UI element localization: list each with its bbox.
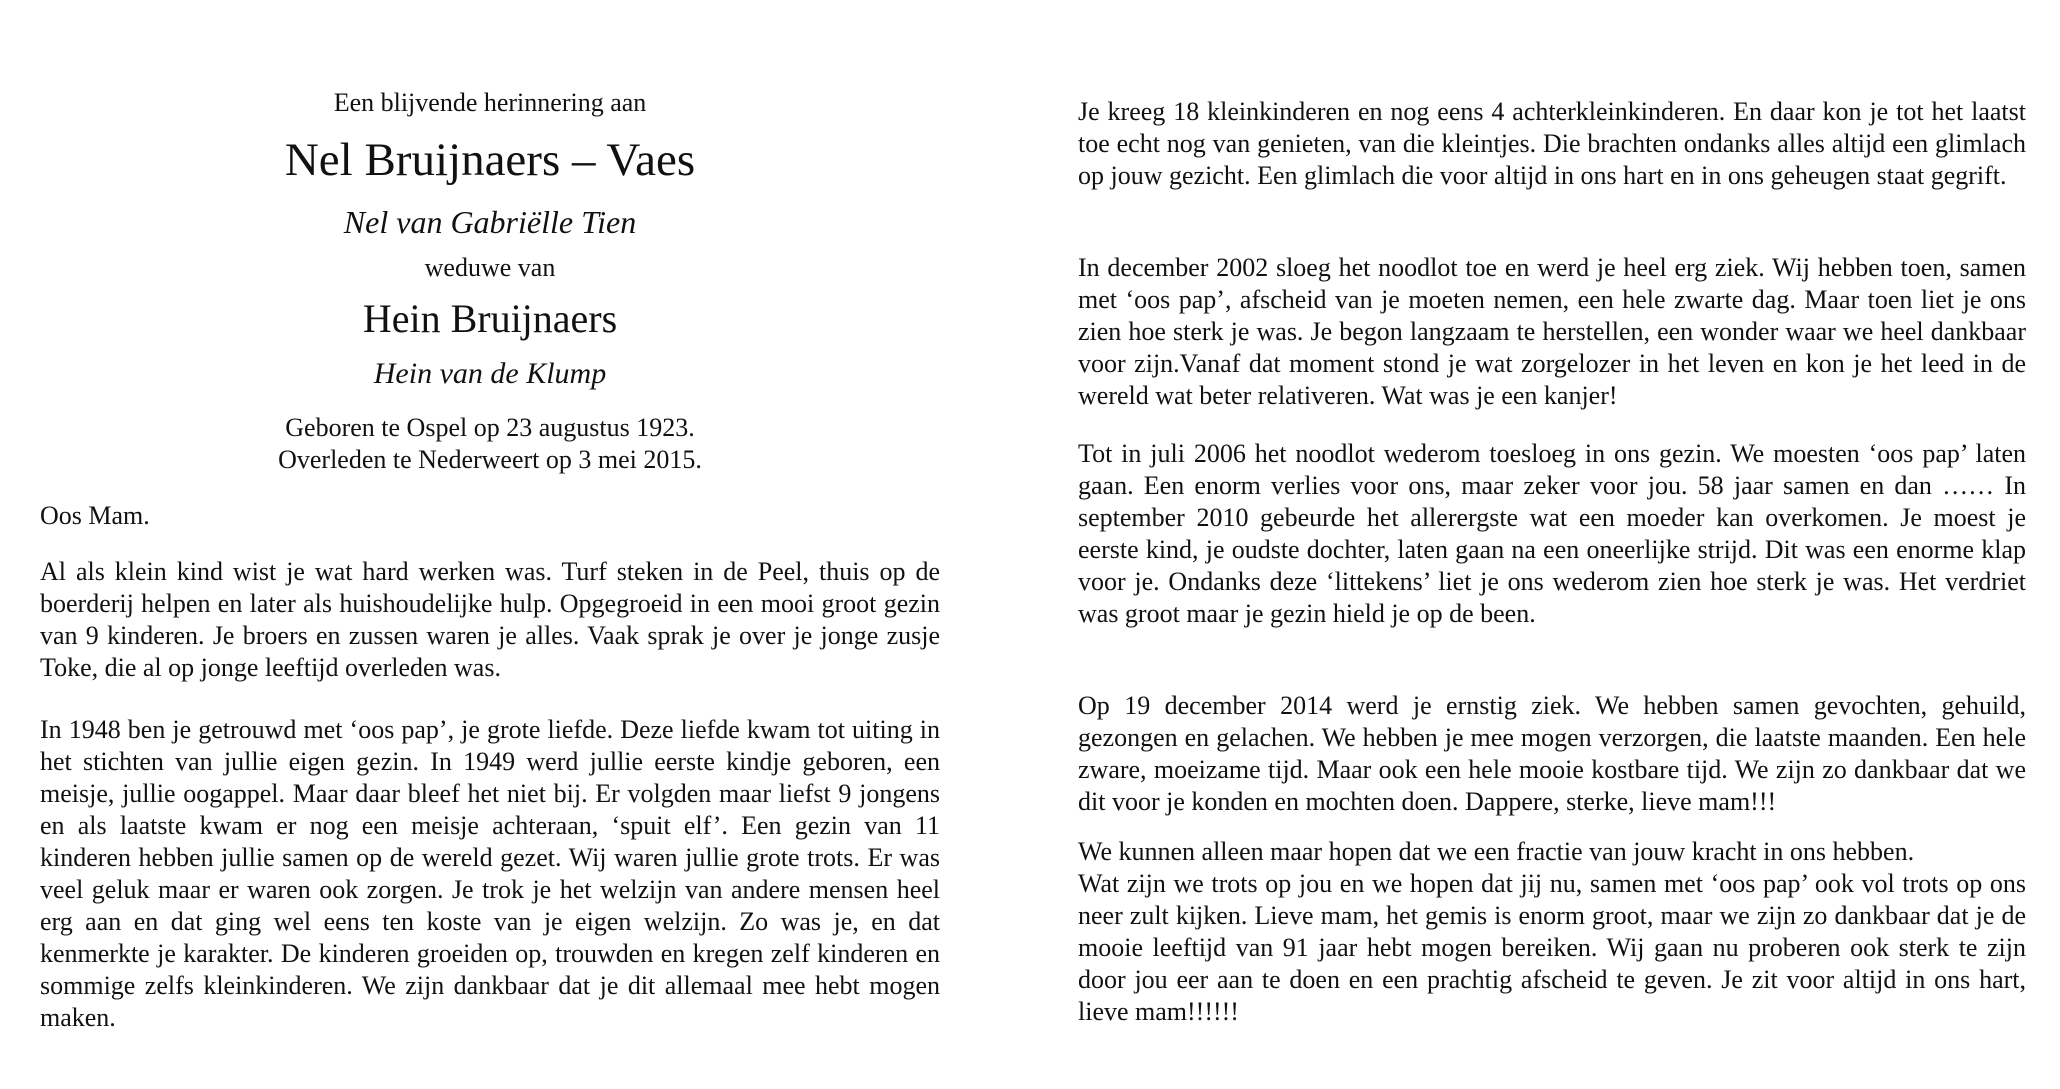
left-paragraph: In 1948 ben je getrouwd met ‘oos pap’, je grote liefde. Deze liefde kwam tot uiting in het stichten van jullie eigen gezin. In 1949 werd jullie eerste kindje geboren, een meisje, jullie oogappel. Maar daar bleef het niet bij. Er volgden maar liefst 9 jongens en als laatste kwam er nog een meisje achteraan, ‘spuit elf’. Een gezin van 11 kinderen hebben jullie samen op de wereld gezet. Wij waren jullie grote trots. Er was veel geluk maar er waren ook zorgen. Je trok je het welzijn van andere mensen heel erg aan en dat ging wel eens ten koste van je eigen welzijn. Zo was je, en dat kenmerkte je karakter. De kinderen groeiden op, trouwden en kregen zelf kinderen en sommige zelfs kleinkinderen. We zijn dankbaar dat je dit allemaal mee hebt mogen maken. — [40, 715, 940, 1032]
relation-line: weduwe van — [424, 253, 556, 282]
closing-paragraph — [1078, 836, 2026, 1028]
left-paragraph: Al als klein kind wist je wat hard werken was. Turf steken in de Peel, thuis op de boerderij helpen en later als huishoudelijke hulp. Opgegroeid in een mooi groot gezin van 9 kinderen. Je broers en zussen waren je alles. Vaak sprak je over je jonge zusje Toke, die al op jonge leeftijd overleden was. — [40, 557, 940, 682]
death-line: Overleden te Nederweert op 3 mei 2015. — [278, 445, 702, 474]
life-dates — [40, 412, 940, 476]
deceased-nickname: Nel van Gabriëlle Tien — [343, 204, 637, 240]
memorial-heading — [40, 82, 940, 398]
spouse-name: Hein Bruijnaers — [362, 296, 618, 341]
birth-line: Geboren te Ospel op 23 augustus 1923. — [285, 413, 695, 442]
right-page — [1078, 0, 2026, 1089]
closing-line: We kunnen alleen maar hopen dat we een fractie van jouw kracht in ons hebben. — [1078, 837, 1915, 866]
right-paragraph: Tot in juli 2006 het noodlot wederom toesloeg in ons gezin. We moesten ‘oos pap’ laten gaan. Een enorm verlies voor ons, maar zeker voor jou. 58 jaar samen en dan …… In september 2010 gebeurde het allerergste wat een moeder kan overkomen. Je moest je eerste kind, je oudste dochter, laten gaan na een oneerlijke strijd. Dit was een enorme klap voor je. Ondanks deze ‘littekens’ liet je ons wederom zien hoe sterk je was. Het verdriet was groot maar je gezin hield je op de been. — [1078, 439, 2026, 628]
closing-text: Wat zijn we trots op jou en we hopen dat jij nu, samen met ‘oos pap’ ook vol trots op ons neer zult kijken. Lieve mam, het gemis is enorm groot, maar we zijn zo dankbaar dat je de mooie leeftijd van 91 jaar hebt mogen bereiken. Wij gaan nu proberen ook sterk te zijn door jou eer aan te doen en een prachtig afscheid te geven. Je zit voor altijd in ons hart, lieve mam!!!!!! — [1078, 869, 2026, 1026]
left-page — [40, 0, 940, 1089]
right-paragraph: In december 2002 sloeg het noodlot toe en werd je heel erg ziek. Wij hebben toen, samen met ‘oos pap’, afscheid van je moeten nemen, een hele zwarte dag. Maar toen liet je ons zien hoe sterk je was. Je begon langzaam te herstellen, een wonder waar we heel dankbaar voor zijn.Vanaf dat moment stond je wat zorgelozer in het leven en kon je het leed in de wereld wat beter relativeren. Wat was je een kanjer! — [1078, 253, 2026, 410]
right-paragraph: Op 19 december 2014 werd je ernstig ziek. We hebben samen gevochten, gehuild, gezongen en gelachen. We hebben je mee mogen verzorgen, die laatste maanden. Een hele zware, moeizame tijd. Maar ook een hele mooie kostbare tijd. We zijn zo dankbaar dat we dit voor je konden en mochten doen. Dappere, sterke, lieve mam!!! — [1078, 691, 2026, 816]
right-paragraph: Je kreeg 18 kleinkinderen en nog eens 4 achterkleinkinderen. En daar kon je tot het laatst toe echt nog van genieten, van die kleintjes. Die brachten ondanks alles altijd een glimlach op jouw gezicht. Een glimlach die voor altijd in ons hart en in ons geheugen staat gegrift. — [1078, 97, 2026, 190]
spouse-nickname: Hein van de Klump — [373, 357, 607, 390]
deceased-name: Nel Bruijnaers – Vaes — [284, 134, 696, 186]
salutation: Oos Mam. — [40, 501, 150, 530]
intro-line: Een blijvende herinnering aan — [333, 88, 647, 117]
